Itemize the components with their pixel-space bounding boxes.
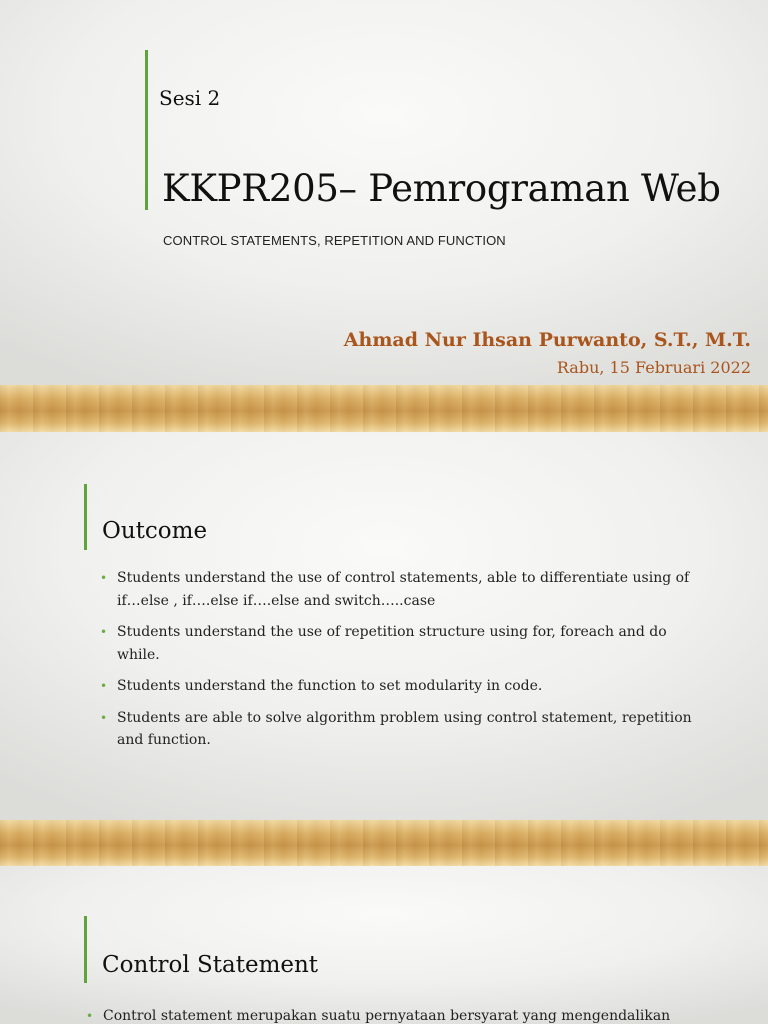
list-item bbox=[100, 567, 700, 612]
session-label: Sesi 2 bbox=[159, 86, 221, 110]
bullet-icon: • bbox=[100, 710, 108, 725]
list-item-text-cont: and function. bbox=[117, 732, 211, 748]
bullet-icon: • bbox=[100, 679, 108, 693]
list-item-text: Students understand the use of control statements, able to differentiate using of bbox=[117, 570, 690, 586]
accent-bar bbox=[84, 484, 87, 550]
outcome-heading: Outcome bbox=[102, 518, 208, 544]
wood-divider bbox=[0, 385, 768, 432]
list-item bbox=[100, 621, 700, 666]
outcome-list bbox=[100, 567, 700, 761]
list-item-text: Students understand the function to set modularity in code. bbox=[117, 678, 543, 694]
author-name: Ahmad Nur Ihsan Purwanto, S.T., M.T. bbox=[343, 329, 751, 351]
bullet-icon: • bbox=[86, 1009, 94, 1023]
control-statement-list bbox=[86, 1005, 726, 1024]
outcome-slide bbox=[0, 432, 768, 820]
list-item bbox=[86, 1005, 726, 1024]
title-slide bbox=[0, 0, 768, 385]
bullet-icon: • bbox=[100, 625, 108, 639]
bullet-icon: • bbox=[100, 571, 108, 585]
list-item bbox=[100, 707, 700, 752]
control-statement-heading: Control Statement bbox=[102, 952, 319, 978]
wood-divider bbox=[0, 820, 768, 866]
list-item-text-cont: while. bbox=[117, 646, 160, 663]
presentation-date: Rabu, 15 Februari 2022 bbox=[556, 358, 751, 377]
control-statement-slide bbox=[0, 866, 768, 1024]
list-item bbox=[100, 675, 700, 698]
list-item-text-cont: if…else , if….else if….else and switch…..case bbox=[117, 592, 436, 609]
list-item-text: Students understand the use of repetition structure using for, foreach and do bbox=[117, 624, 667, 640]
accent-bar bbox=[84, 916, 87, 983]
course-subtitle: CONTROL STATEMENTS, REPETITION AND FUNCTION bbox=[163, 233, 506, 248]
course-title: KKPR205– Pemrograman Web bbox=[162, 167, 721, 210]
list-item-text: Students are able to solve algorithm problem using control statement, repetition bbox=[117, 709, 692, 726]
list-item-text: Control statement merupakan suatu pernyataan bersyarat yang mengendalikan bbox=[103, 1008, 671, 1024]
accent-bar bbox=[145, 50, 148, 210]
